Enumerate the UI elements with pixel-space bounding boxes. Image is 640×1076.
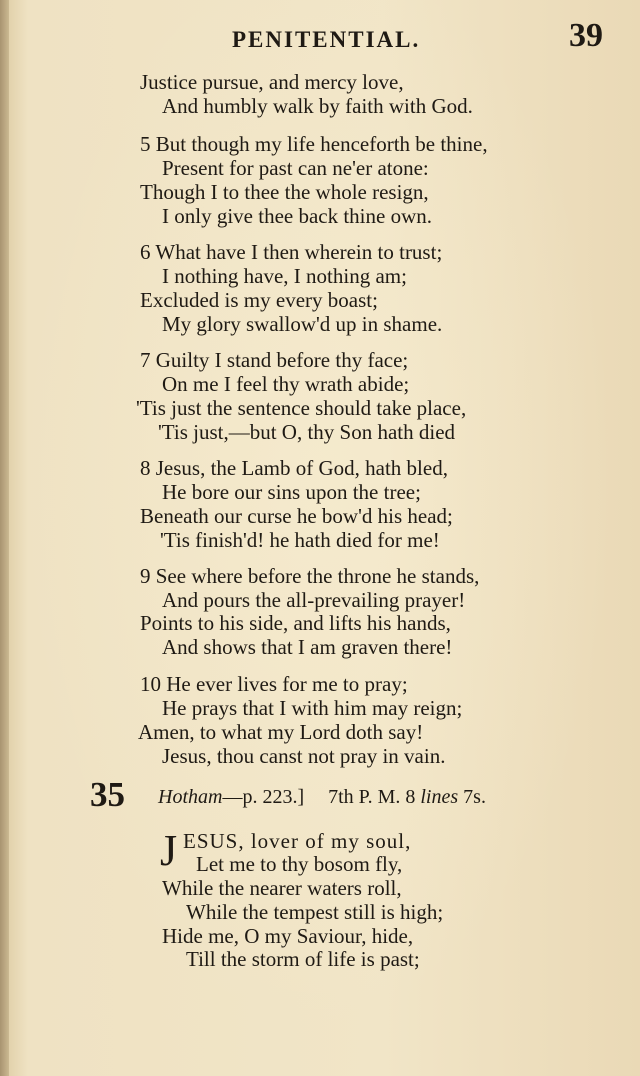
meter: 7th P. M. 8: [328, 786, 416, 808]
verse-line: And shows that I am graven there!: [162, 635, 453, 659]
hymn-tune-meter: [158, 786, 486, 809]
hymn-number: 35: [90, 775, 125, 814]
verse-line: He prays that I with him may reign;: [162, 696, 463, 720]
verse-line: And pours the all-prevailing prayer!: [162, 588, 466, 612]
verse-line: Beneath our curse he bow'd his head;: [140, 504, 453, 528]
tune-page-ref: —p. 223.]: [222, 786, 305, 808]
verse-line: Present for past can ne'er atone:: [162, 156, 429, 180]
verse-line: 6 What have I then wherein to trust;: [140, 240, 443, 264]
verse-line: Points to his side, and lifts his hands,: [140, 611, 451, 635]
hymn-line: Till the storm of life is past;: [186, 947, 420, 971]
verse-line: I only give thee back thine own.: [162, 204, 433, 228]
hymn-line: While the nearer waters roll,: [162, 876, 402, 900]
verse-line: 9 See where before the throne he stands,: [140, 564, 480, 588]
verse-line: He bore our sins upon the tree;: [162, 480, 421, 504]
tune-name: Hotham: [158, 786, 223, 808]
meter-lines-word: lines: [420, 786, 459, 808]
verse-line: Jesus, thou canst not pray in vain.: [162, 744, 446, 768]
hymn-line: Hide me, O my Saviour, hide,: [162, 924, 414, 948]
verse-line: 7 Guilty I stand before thy face;: [140, 348, 409, 372]
hymn-line: While the tempest still is high;: [186, 900, 444, 924]
page-number: 39: [569, 17, 603, 54]
verse-line: My glory swallow'd up in shame.: [162, 312, 443, 336]
hymn-first-line: ESUS, lover of my soul,: [183, 829, 412, 853]
book-spine-shadow: [0, 0, 9, 1076]
verse-line: And humbly walk by faith with God.: [162, 94, 473, 118]
verse-line: 10 He ever lives for me to pray;: [140, 672, 408, 696]
verse-line: 8 Jesus, the Lamb of God, hath bled,: [140, 456, 448, 480]
verse-line: Excluded is my every boast;: [140, 288, 378, 312]
verse-line: 'Tis just,—but O, thy Son hath died: [158, 420, 456, 444]
verse-line: 'Tis finish'd! he hath died for me!: [160, 528, 440, 552]
verse-line: I nothing have, I nothing am;: [162, 264, 407, 288]
hymn-line: Let me to thy bosom fly,: [196, 852, 403, 876]
verse-line: Amen, to what my Lord doth say!: [138, 720, 424, 744]
verse-line: Though I to thee the whole resign,: [140, 180, 429, 204]
verse-line: Justice pursue, and mercy love,: [140, 70, 404, 94]
running-header-title: PENITENTIAL.: [232, 27, 421, 52]
meter-suffix: 7s.: [463, 786, 486, 808]
drop-cap-letter: J: [160, 826, 178, 875]
verse-line: On me I feel thy wrath abide;: [162, 372, 410, 396]
verse-line: 5 But though my life henceforth be thine,: [140, 132, 488, 156]
verse-line: 'Tis just the sentence should take place,: [136, 396, 467, 420]
